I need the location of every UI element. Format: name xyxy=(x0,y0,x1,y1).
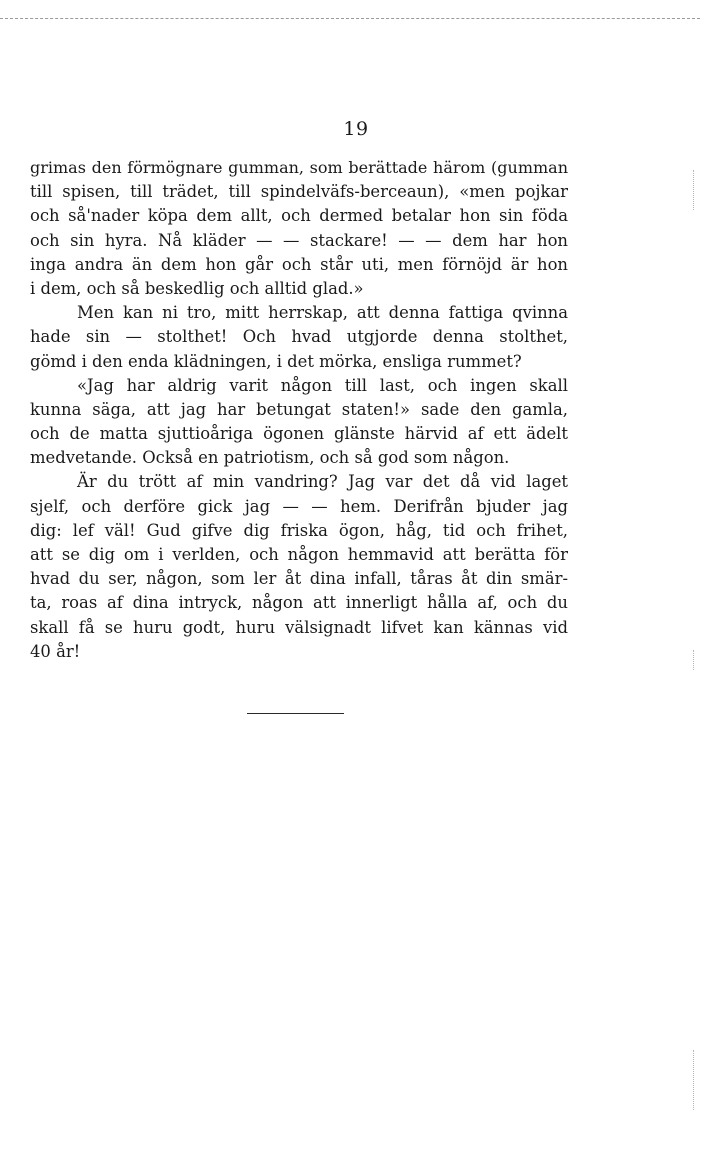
text-line: grimas den förmögnare gumman, som berättade härom (gumman xyxy=(30,158,568,177)
text-line: medvetande. Också en patriotism, och så god som någon. xyxy=(30,448,510,468)
text-line: att se dig om i verlden, och någon hemmavid att berätta för xyxy=(30,545,568,564)
text-line: skall få se huru godt, huru välsignadt lifvet kan kännas vid xyxy=(30,617,568,637)
right-edge-mark-middle xyxy=(693,650,694,670)
text-line: hvad du ser, någon, som ler åt dina infall, tåras åt din smär- xyxy=(30,569,568,589)
text-line: Men kan ni tro, mitt herrskap, att denna fattiga qvinna xyxy=(77,303,568,323)
end-rule xyxy=(247,713,344,714)
right-edge-mark-lower xyxy=(693,1050,694,1110)
text-line: sjelf, och derföre gick jag — — hem. Derifrån bjuder jag xyxy=(30,496,568,516)
body-text xyxy=(30,156,568,664)
text-line: dig: lef väl! Gud gifve dig friska ögon, håg, tid och frihet, xyxy=(30,520,568,540)
text-line: och de matta sjuttioåriga ögonen glänste härvid af ett ädelt xyxy=(30,424,568,444)
text-line: ta, roas af dina intryck, någon att innerligt hålla af, och du xyxy=(30,593,568,613)
text-line: till spisen, till trädet, till spindelväfs-berceaun), «men pojkar xyxy=(30,182,568,202)
text-line: 40 år! xyxy=(30,641,81,661)
text-line: inga andra än dem hon går och står uti, men förnöjd är hon xyxy=(30,254,568,274)
text-line: i dem, och så beskedlig och alltid glad.» xyxy=(30,278,364,298)
text-line: Är du trött af min vandring? Jag var det då vid laget xyxy=(77,472,568,492)
right-edge-mark-upper xyxy=(693,170,694,210)
text-line: «Jag har aldrig varit någon till last, och ingen skall xyxy=(77,375,568,395)
text-line: gömd i den enda klädningen, i det mörka, ensliga rummet? xyxy=(30,351,522,371)
text-line: kunna säga, att jag har betungat staten!» sade den gamla, xyxy=(30,399,568,419)
page-number: 19 xyxy=(343,118,369,140)
text-line: och sin hyra. Nå kläder — — stackare! — — dem har hon xyxy=(30,230,568,250)
text-line: och så'nader köpa dem allt, och dermed betalar hon sin föda xyxy=(30,206,568,226)
text-line: hade sin — stolthet! Och hvad utgjorde denna stolthet, xyxy=(30,327,568,347)
top-scan-rule xyxy=(0,18,700,19)
